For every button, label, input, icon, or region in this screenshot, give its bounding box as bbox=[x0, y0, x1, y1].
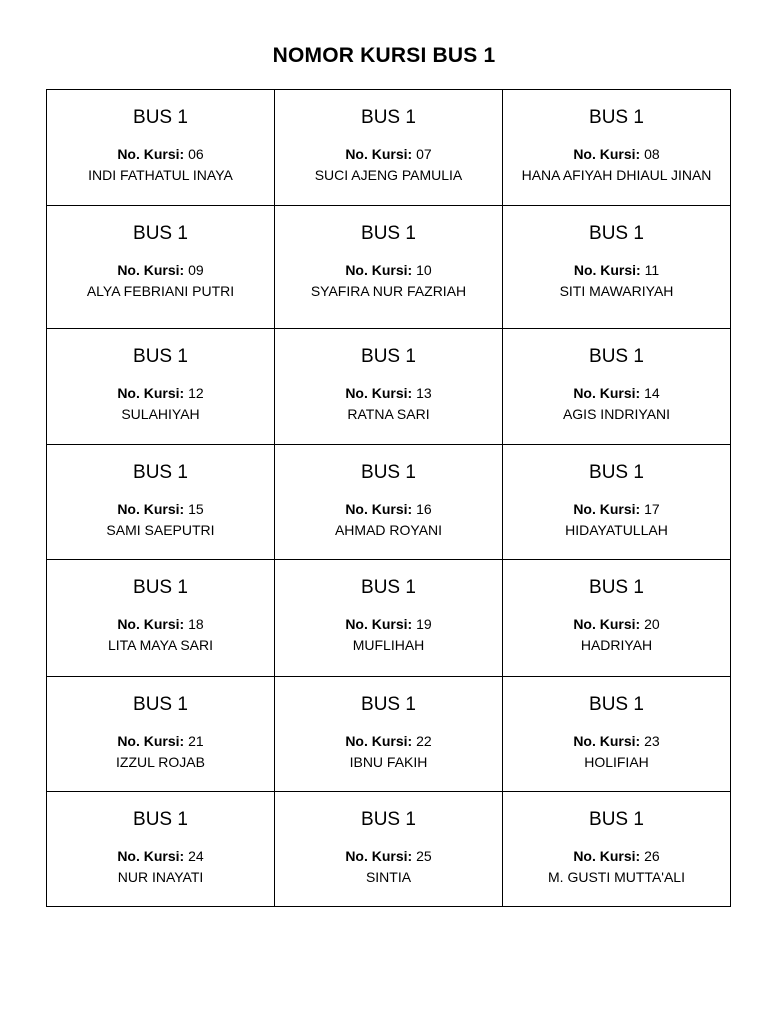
card-seat-number bbox=[275, 732, 502, 750]
seat-label: No. Kursi: bbox=[345, 262, 413, 278]
seat-card bbox=[47, 560, 275, 677]
card-passenger-name: INDI FATHATUL INAYA bbox=[88, 167, 233, 183]
seat-number: 18 bbox=[188, 616, 204, 632]
seat-number: 22 bbox=[416, 733, 432, 749]
seat-label: No. Kursi: bbox=[345, 616, 413, 632]
card-seat-number bbox=[503, 500, 730, 518]
seat-card bbox=[275, 445, 503, 560]
card-seat-number bbox=[503, 847, 730, 865]
seat-label: No. Kursi: bbox=[345, 733, 413, 749]
card-bus-label: BUS 1 bbox=[361, 107, 416, 128]
card-passenger-name: ALYA FEBRIANI PUTRI bbox=[86, 283, 235, 299]
seat-card-row bbox=[47, 792, 731, 907]
card-seat-number bbox=[47, 847, 274, 865]
card-bus-label: BUS 1 bbox=[133, 809, 188, 830]
seat-label: No. Kursi: bbox=[573, 385, 641, 401]
seat-card bbox=[503, 445, 731, 560]
seat-card-row bbox=[47, 206, 731, 329]
card-passenger-name: SYAFIRA NUR FAZRIAH bbox=[310, 283, 467, 299]
seat-label: No. Kursi: bbox=[573, 733, 641, 749]
seat-number: 16 bbox=[416, 501, 432, 517]
card-passenger-name: AGIS INDRIYANI bbox=[562, 406, 671, 422]
card-seat-number bbox=[47, 500, 274, 518]
seat-number: 06 bbox=[188, 146, 204, 162]
card-bus-label: BUS 1 bbox=[361, 346, 416, 367]
card-seat-number bbox=[275, 145, 502, 163]
seat-label: No. Kursi: bbox=[117, 146, 185, 162]
seat-number: 20 bbox=[644, 616, 660, 632]
seat-number: 25 bbox=[416, 848, 432, 864]
card-bus-label: BUS 1 bbox=[133, 577, 188, 598]
seat-number: 07 bbox=[416, 146, 432, 162]
seat-card bbox=[47, 90, 275, 206]
card-bus-label: BUS 1 bbox=[361, 809, 416, 830]
seat-label: No. Kursi: bbox=[117, 848, 185, 864]
seat-card bbox=[503, 90, 731, 206]
card-passenger-name: HANA AFIYAH DHIAUL JINAN bbox=[521, 167, 712, 183]
seat-card bbox=[47, 792, 275, 907]
seat-card bbox=[275, 206, 503, 329]
card-seat-number bbox=[47, 145, 274, 163]
seat-card bbox=[47, 206, 275, 329]
card-bus-label: BUS 1 bbox=[133, 462, 188, 483]
card-passenger-name: NUR INAYATI bbox=[117, 869, 204, 885]
card-bus-label: BUS 1 bbox=[133, 346, 188, 367]
card-passenger-name: SULAHIYAH bbox=[121, 406, 200, 422]
card-bus-label: BUS 1 bbox=[133, 223, 188, 244]
card-seat-number bbox=[503, 145, 730, 163]
seat-card bbox=[275, 329, 503, 445]
seat-label: No. Kursi: bbox=[573, 146, 641, 162]
seat-number: 26 bbox=[644, 848, 660, 864]
seat-label: No. Kursi: bbox=[573, 848, 641, 864]
seat-card bbox=[503, 329, 731, 445]
seat-card bbox=[503, 560, 731, 677]
card-passenger-name: HIDAYATULLAH bbox=[565, 522, 668, 538]
seat-label: No. Kursi: bbox=[573, 501, 641, 517]
card-passenger-name: IZZUL ROJAB bbox=[116, 754, 205, 770]
card-bus-label: BUS 1 bbox=[589, 577, 644, 598]
card-passenger-name: SITI MAWARIYAH bbox=[559, 283, 674, 299]
card-seat-number bbox=[503, 261, 730, 279]
card-bus-label: BUS 1 bbox=[361, 694, 416, 715]
card-bus-label: BUS 1 bbox=[589, 694, 644, 715]
seat-card-row bbox=[47, 329, 731, 445]
seat-card-row bbox=[47, 90, 731, 206]
seat-label: No. Kursi: bbox=[345, 501, 413, 517]
seat-card bbox=[275, 792, 503, 907]
seat-label: No. Kursi: bbox=[573, 262, 641, 278]
seat-card-grid bbox=[46, 89, 731, 907]
card-seat-number bbox=[503, 615, 730, 633]
seat-number: 21 bbox=[188, 733, 204, 749]
seat-number: 19 bbox=[416, 616, 432, 632]
card-bus-label: BUS 1 bbox=[589, 462, 644, 483]
card-passenger-name: M. GUSTI MUTTA'ALI bbox=[548, 869, 685, 885]
seat-number: 11 bbox=[644, 262, 660, 278]
seat-card bbox=[47, 677, 275, 792]
card-seat-number bbox=[503, 732, 730, 750]
card-bus-label: BUS 1 bbox=[589, 223, 644, 244]
card-bus-label: BUS 1 bbox=[361, 577, 416, 598]
card-bus-label: BUS 1 bbox=[133, 107, 188, 128]
card-seat-number bbox=[275, 847, 502, 865]
card-passenger-name: SAMI SAEPUTRI bbox=[106, 522, 215, 538]
seat-card bbox=[275, 560, 503, 677]
card-passenger-name: AHMAD ROYANI bbox=[334, 522, 443, 538]
seat-card-row bbox=[47, 677, 731, 792]
card-seat-number bbox=[47, 732, 274, 750]
seat-number: 13 bbox=[416, 385, 432, 401]
card-passenger-name: HOLIFIAH bbox=[584, 754, 649, 770]
seat-number: 10 bbox=[416, 262, 432, 278]
seat-number: 08 bbox=[644, 146, 660, 162]
seat-card bbox=[47, 445, 275, 560]
card-bus-label: BUS 1 bbox=[361, 462, 416, 483]
seat-number: 09 bbox=[188, 262, 204, 278]
seat-label: No. Kursi: bbox=[345, 848, 413, 864]
seat-label: No. Kursi: bbox=[117, 733, 185, 749]
seat-label: No. Kursi: bbox=[117, 385, 185, 401]
seat-number: 15 bbox=[188, 501, 204, 517]
seat-label: No. Kursi: bbox=[345, 146, 413, 162]
seat-card bbox=[503, 206, 731, 329]
seat-number: 24 bbox=[188, 848, 204, 864]
card-passenger-name: MUFLIHAH bbox=[352, 637, 425, 653]
card-bus-label: BUS 1 bbox=[589, 809, 644, 830]
seat-number: 14 bbox=[644, 385, 660, 401]
card-bus-label: BUS 1 bbox=[133, 694, 188, 715]
seat-label: No. Kursi: bbox=[573, 616, 641, 632]
card-passenger-name: IBNU FAKIH bbox=[349, 754, 428, 770]
seat-card-row bbox=[47, 560, 731, 677]
card-seat-number bbox=[47, 261, 274, 279]
seat-card bbox=[275, 677, 503, 792]
card-seat-number bbox=[275, 261, 502, 279]
seat-card bbox=[47, 329, 275, 445]
page-title: NOMOR KURSI BUS 1 bbox=[272, 44, 496, 67]
card-seat-number bbox=[503, 384, 730, 402]
seat-label: No. Kursi: bbox=[117, 501, 185, 517]
card-passenger-name: HADRIYAH bbox=[580, 637, 653, 653]
card-passenger-name: SUCI AJENG PAMULIA bbox=[314, 167, 463, 183]
seat-card bbox=[275, 90, 503, 206]
seat-number: 17 bbox=[644, 501, 660, 517]
card-seat-number bbox=[275, 384, 502, 402]
seat-card bbox=[503, 677, 731, 792]
seat-card-row bbox=[47, 445, 731, 560]
seat-number: 12 bbox=[188, 385, 204, 401]
seat-label: No. Kursi: bbox=[117, 616, 185, 632]
seat-label: No. Kursi: bbox=[345, 385, 413, 401]
card-passenger-name: LITA MAYA SARI bbox=[107, 637, 214, 653]
seat-card bbox=[503, 792, 731, 907]
card-passenger-name: RATNA SARI bbox=[347, 406, 430, 422]
card-bus-label: BUS 1 bbox=[589, 346, 644, 367]
card-seat-number bbox=[47, 384, 274, 402]
card-seat-number bbox=[275, 500, 502, 518]
card-bus-label: BUS 1 bbox=[361, 223, 416, 244]
card-seat-number bbox=[47, 615, 274, 633]
card-bus-label: BUS 1 bbox=[589, 107, 644, 128]
seat-number: 23 bbox=[644, 733, 660, 749]
card-passenger-name: SINTIA bbox=[365, 869, 412, 885]
seat-label: No. Kursi: bbox=[117, 262, 185, 278]
card-seat-number bbox=[275, 615, 502, 633]
